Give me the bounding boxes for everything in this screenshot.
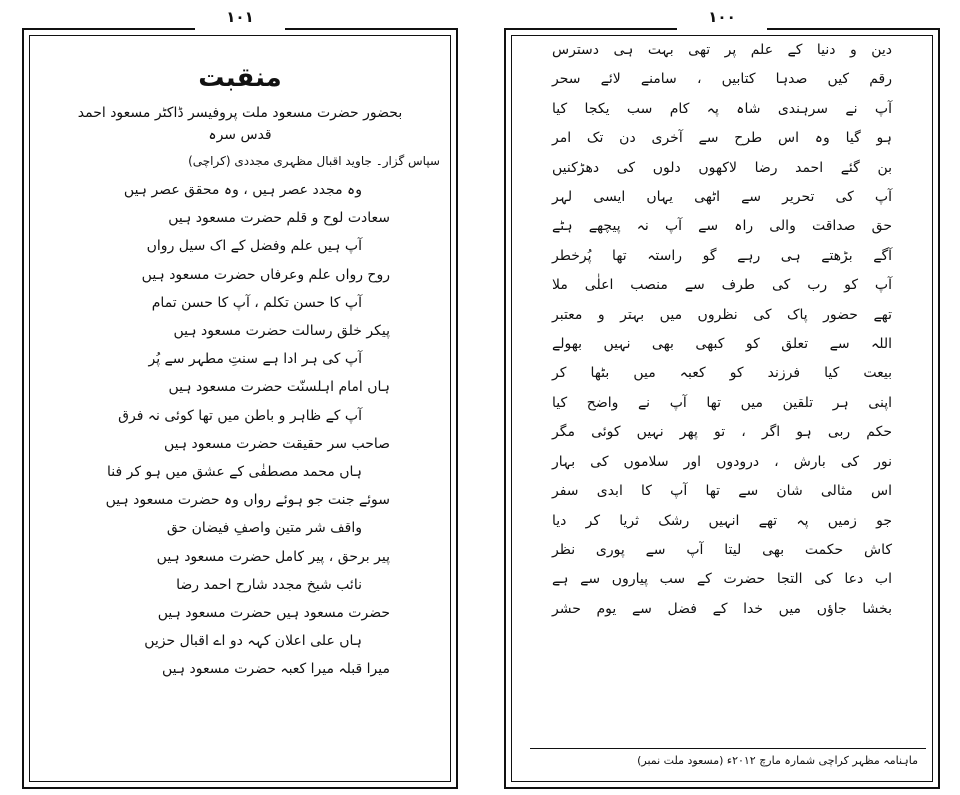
poem-line: نائب شیخ مجدد شارح احمد رضا bbox=[176, 576, 362, 593]
poem-line: حکم ربی ہو اگر ، تو پھر نہیں کوئی مگر bbox=[552, 424, 892, 441]
poem-line: بن گئے احمد رضا لاکھوں دلوں کی دھڑکنیں bbox=[552, 159, 892, 176]
poem-line: آپ کے ظاہر و باطن میں تھا کوئی نہ فرق bbox=[118, 407, 362, 424]
poem-line: کاش حکمت بھی لیتا آپ سے پوری نظر bbox=[552, 541, 892, 558]
poem-line: حضرت مسعود ہیں حضرت مسعود ہیں bbox=[157, 605, 390, 622]
poem-line: سعادت لوح و قلم حضرت مسعود ہیں bbox=[168, 210, 390, 227]
poem-title: منقبت bbox=[198, 63, 282, 93]
poem-line: آپ نے سرہندی شاہ پہ کام سب یکجا کیا bbox=[552, 100, 892, 117]
poem-line: ہاں امام اہلسنّت حضرت مسعود ہیں bbox=[168, 379, 390, 396]
poem-line: آپ کو رب کی طرف سے منصب اعلٰی ملا bbox=[552, 277, 892, 294]
footnote-rule bbox=[530, 748, 926, 749]
poem-line: رقم کیں صدہا کتابیں ، سامنے لائے سحر bbox=[552, 71, 892, 88]
poem-line: جو زمیں پہ تھے انہیں رشک ثریا کر دیا bbox=[552, 512, 892, 529]
footnote: ماہنامہ مظہر کراچی شمارہ مارچ ۲۰۱۲ء (مسعود ملت نمبر) bbox=[637, 754, 918, 767]
poem-lines bbox=[70, 176, 410, 684]
right-page-content bbox=[552, 20, 892, 624]
poem-line: واقف شر متین واصفِ فیضان حق bbox=[166, 520, 362, 537]
poem-line: نور کی بارش ، درودوں اور سلاموں کی بہار bbox=[552, 453, 892, 470]
poem-line: آپ ہیں علم وفضل کے اک سیل رواں bbox=[146, 238, 362, 255]
poem-line: وہ مجدد عصر ہیں ، وہ محقق عصر ہیں bbox=[123, 182, 362, 198]
left-page bbox=[10, 0, 470, 795]
poem-line: ہو گیا وہ اس طرح سے آخری دن تک امر bbox=[552, 130, 892, 147]
poem-line: بیعت کیا فرزند کو کعبہ میں بٹھا کر bbox=[552, 365, 892, 382]
poem-line: میرا قبلہ میرا کعبہ حضرت مسعود ہیں bbox=[162, 661, 390, 678]
poem-line: حق صداقت والی راہ سے آپ نہ پیچھے ہٹے bbox=[552, 218, 892, 235]
poem-line: آپ کی ہر ادا ہے سنتِ مطہر سے پُر bbox=[148, 351, 362, 368]
poem-line: ہاں علی اعلان کہہ دو اے اقبال حزیں bbox=[144, 633, 362, 650]
poem-subtitle: بحضور حضرت مسعود ملت پروفیسر ڈاکٹر مسعود احمد قدس سرہ bbox=[77, 105, 403, 143]
poem-line: آگے بڑھتے ہی رہے گو راستہ تھا پُرخطر bbox=[552, 247, 892, 264]
left-page-content bbox=[70, 20, 440, 684]
poem-line: اپنی ہر تلقین میں تھا آپ نے واضح کیا bbox=[552, 394, 892, 411]
right-page bbox=[492, 0, 952, 795]
poem-line: پیر برحق ، پیر کامل حضرت مسعود ہیں bbox=[156, 548, 390, 565]
poem-line: ہاں محمد مصطفٰی کے عشق میں ہو کر فنا bbox=[107, 464, 362, 481]
right-page-number: ١٠٠ bbox=[708, 8, 736, 26]
poem-line: آپ کا حسن تکلم ، آپ کا حسن تمام bbox=[151, 294, 362, 311]
poem-line: بخشا جاؤں میں خدا کے فضل سے یوم حشر bbox=[552, 600, 892, 617]
poem-line: روح رواں علم وعرفاں حضرت مسعود ہیں bbox=[141, 266, 390, 283]
poem-presenter: سپاس گزار۔ جاوید اقبال مظہری مجددی (کراچی) bbox=[188, 154, 440, 168]
poem-line: تھے حضور پاک کی نظروں میں بہتر و معتبر bbox=[552, 306, 892, 323]
poem-line: صاحب سر حقیقت حضرت مسعود ہیں bbox=[163, 435, 390, 452]
left-page-number: ١٠١ bbox=[226, 8, 254, 26]
poem-line: پیکر خلق رسالت حضرت مسعود ہیں bbox=[173, 323, 390, 340]
poem-line: سوئے جنت جو ہوئے رواں وہ حضرت مسعود ہیں bbox=[105, 492, 390, 509]
poem-line: اب دعا کی التجا حضرت کے سب پیاروں سے ہے bbox=[552, 571, 892, 588]
poem-line: اس مثالی شان سے تھا آپ کا ابدی سفر bbox=[552, 483, 892, 500]
poem-line: آپ کی تحریر سے اٹھی یہاں ایسی لہر bbox=[552, 189, 892, 206]
poem-line: دین و دنیا کے علم پر تھی بہت ہی دسترس bbox=[552, 42, 892, 58]
poem-line: اللہ سے تعلق کو کبھی بھی نہیں بھولے bbox=[552, 336, 892, 353]
poem-continuation-lines bbox=[552, 36, 892, 624]
